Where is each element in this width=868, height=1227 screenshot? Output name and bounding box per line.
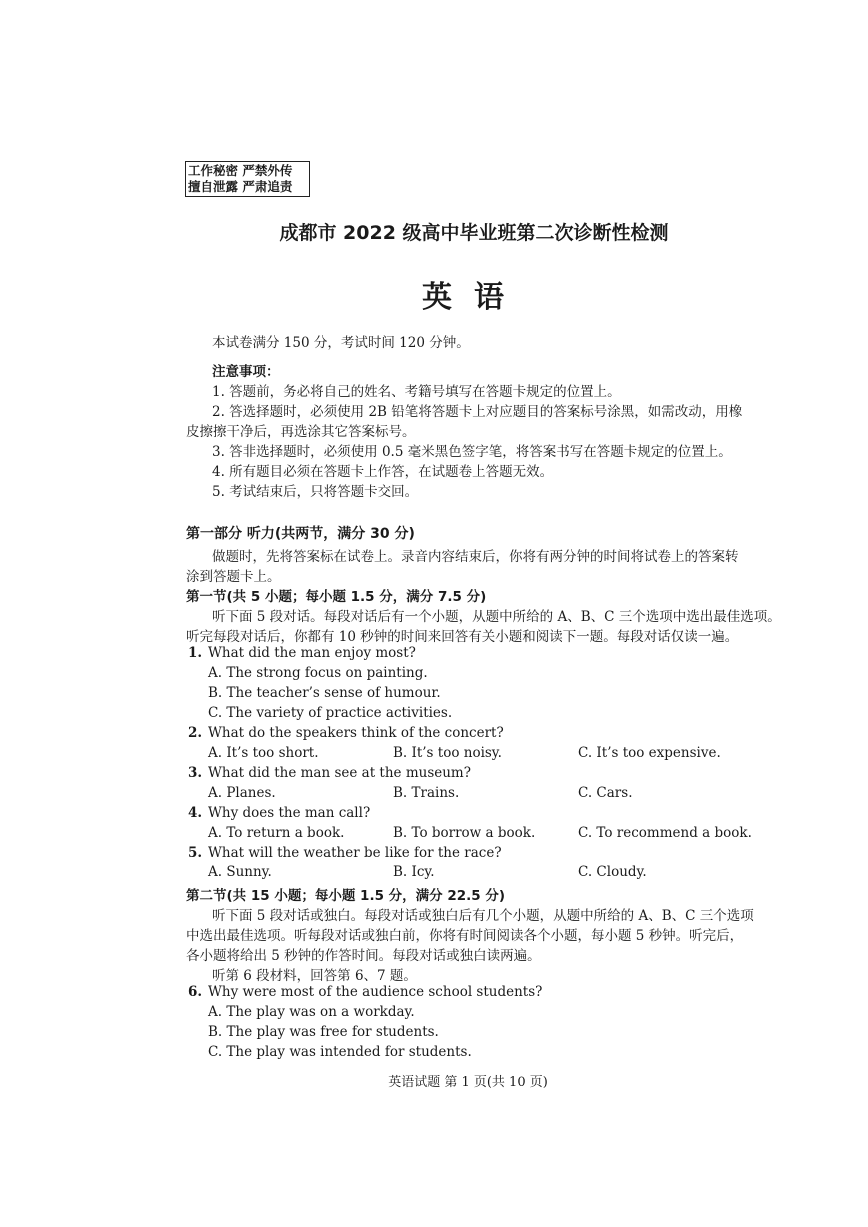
- question-1-option-c: C. The variety of practice activities.: [208, 705, 453, 721]
- question-4-option-a: A. To return a book.: [208, 825, 345, 841]
- notice-item-2-line-2: 皮擦擦干净后，再选涂其它答案标号。: [186, 424, 416, 440]
- question-3-number: 3.: [188, 765, 203, 781]
- section1-instruction-line-1: 听下面 5 段对话。每段对话后有一个小题，从题中所给的 A、B、C 三个选项中选出最佳选项。: [212, 609, 781, 625]
- question-5-option-c: C. Cloudy.: [578, 864, 647, 880]
- question-4-stem: Why does the man call?: [208, 805, 371, 821]
- question-4-number: 4.: [188, 805, 203, 821]
- part1-instruction-line-2: 涂到答题卡上。: [186, 569, 281, 585]
- question-5-option-a: A. Sunny.: [208, 864, 272, 880]
- material-6-note: 听第 6 段材料，回答第 6、7 题。: [212, 968, 417, 984]
- question-6-stem: Why were most of the audience school students?: [208, 984, 543, 1000]
- question-1-number: 1.: [188, 645, 203, 661]
- question-5-number: 5.: [188, 845, 203, 861]
- notice-heading: 注意事项：: [212, 364, 280, 380]
- question-6-option-b: B. The play was free for students.: [208, 1024, 439, 1040]
- section1-instruction-line-2: 听完每段对话后，你都有 10 秒钟的时间来回答有关小题和阅读下一题。每段对话仅读一遍。: [186, 629, 739, 645]
- question-6-number: 6.: [188, 984, 203, 1000]
- notice-item-5: 5. 考试结束后，只将答题卡交回。: [212, 484, 419, 500]
- question-3-stem: What did the man see at the museum?: [208, 765, 471, 781]
- question-5-stem: What will the weather be like for the race?: [208, 845, 502, 861]
- question-4-option-c: C. To recommend a book.: [578, 825, 752, 841]
- confidential-stamp: [185, 161, 310, 197]
- stamp-line-2: 擅自泄露 严肃追责: [188, 179, 293, 194]
- stamp-line-1: 工作秘密 严禁外传: [188, 163, 293, 178]
- question-5-option-b: B. Icy.: [393, 864, 435, 880]
- question-4-option-b: B. To borrow a book.: [393, 825, 536, 841]
- section2-heading: 第二节(共 15 小题；每小题 1.5 分，满分 22.5 分): [186, 888, 506, 904]
- question-1-option-b: B. The teacher’s sense of humour.: [208, 685, 441, 701]
- notice-item-3: 3. 答非选择题时，必须使用 0.5 毫米黑色签字笔，将答案书写在答题卡规定的位置上。: [212, 444, 732, 460]
- question-1-stem: What did the man enjoy most?: [208, 645, 416, 661]
- subject-title: 英语: [422, 280, 526, 315]
- notice-item-2-line-1: 2. 答选择题时，必须使用 2B 铅笔将答题卡上对应题目的答案标号涂黑，如需改动，用橡: [212, 404, 743, 420]
- question-3-option-b: B. Trains.: [393, 785, 460, 801]
- page-footer: 英语试题 第 1 页(共 10 页): [388, 1075, 548, 1090]
- notice-item-4: 4. 所有题目必须在答题卡上作答，在试题卷上答题无效。: [212, 464, 554, 480]
- question-3-option-a: A. Planes.: [208, 785, 276, 801]
- question-2-stem: What do the speakers think of the concert?: [208, 725, 504, 741]
- part1-heading: 第一部分 听力(共两节，满分 30 分): [186, 526, 415, 542]
- question-2-number: 2.: [188, 725, 203, 741]
- question-2-option-a: A. It’s too short.: [208, 745, 319, 761]
- question-2-option-c: C. It’s too expensive.: [578, 745, 721, 761]
- question-2-option-b: B. It’s too noisy.: [393, 745, 502, 761]
- notice-item-1: 1. 答题前，务必将自己的姓名、考籍号填写在答题卡规定的位置上。: [212, 384, 621, 400]
- question-1-option-a: A. The strong focus on painting.: [208, 665, 428, 681]
- question-6-option-c: C. The play was intended for students.: [208, 1044, 472, 1060]
- section2-instruction-line-3: 各小题将给出 5 秒钟的作答时间。每段对话或独白读两遍。: [186, 948, 541, 964]
- question-6-option-a: A. The play was on a workday.: [208, 1004, 415, 1020]
- section2-instruction-line-2: 中选出最佳选项。听每段对话或独白前，你将有时间阅读各个小题，每小题 5 秒钟。听完后，: [186, 928, 744, 944]
- exam-title: 成都市 2022 级高中毕业班第二次诊断性检测: [279, 222, 669, 244]
- question-3-option-c: C. Cars.: [578, 785, 633, 801]
- part1-instruction-line-1: 做题时，先将答案标在试卷上。录音内容结束后，你将有两分钟的时间将试卷上的答案转: [212, 549, 739, 565]
- exam-intro: 本试卷满分 150 分，考试时间 120 分钟。: [212, 335, 470, 351]
- section2-instruction-line-1: 听下面 5 段对话或独白。每段对话或独白后有几个小题，从题中所给的 A、B、C 三个选项: [212, 908, 754, 924]
- section1-heading: 第一节(共 5 小题；每小题 1.5 分，满分 7.5 分): [186, 589, 487, 605]
